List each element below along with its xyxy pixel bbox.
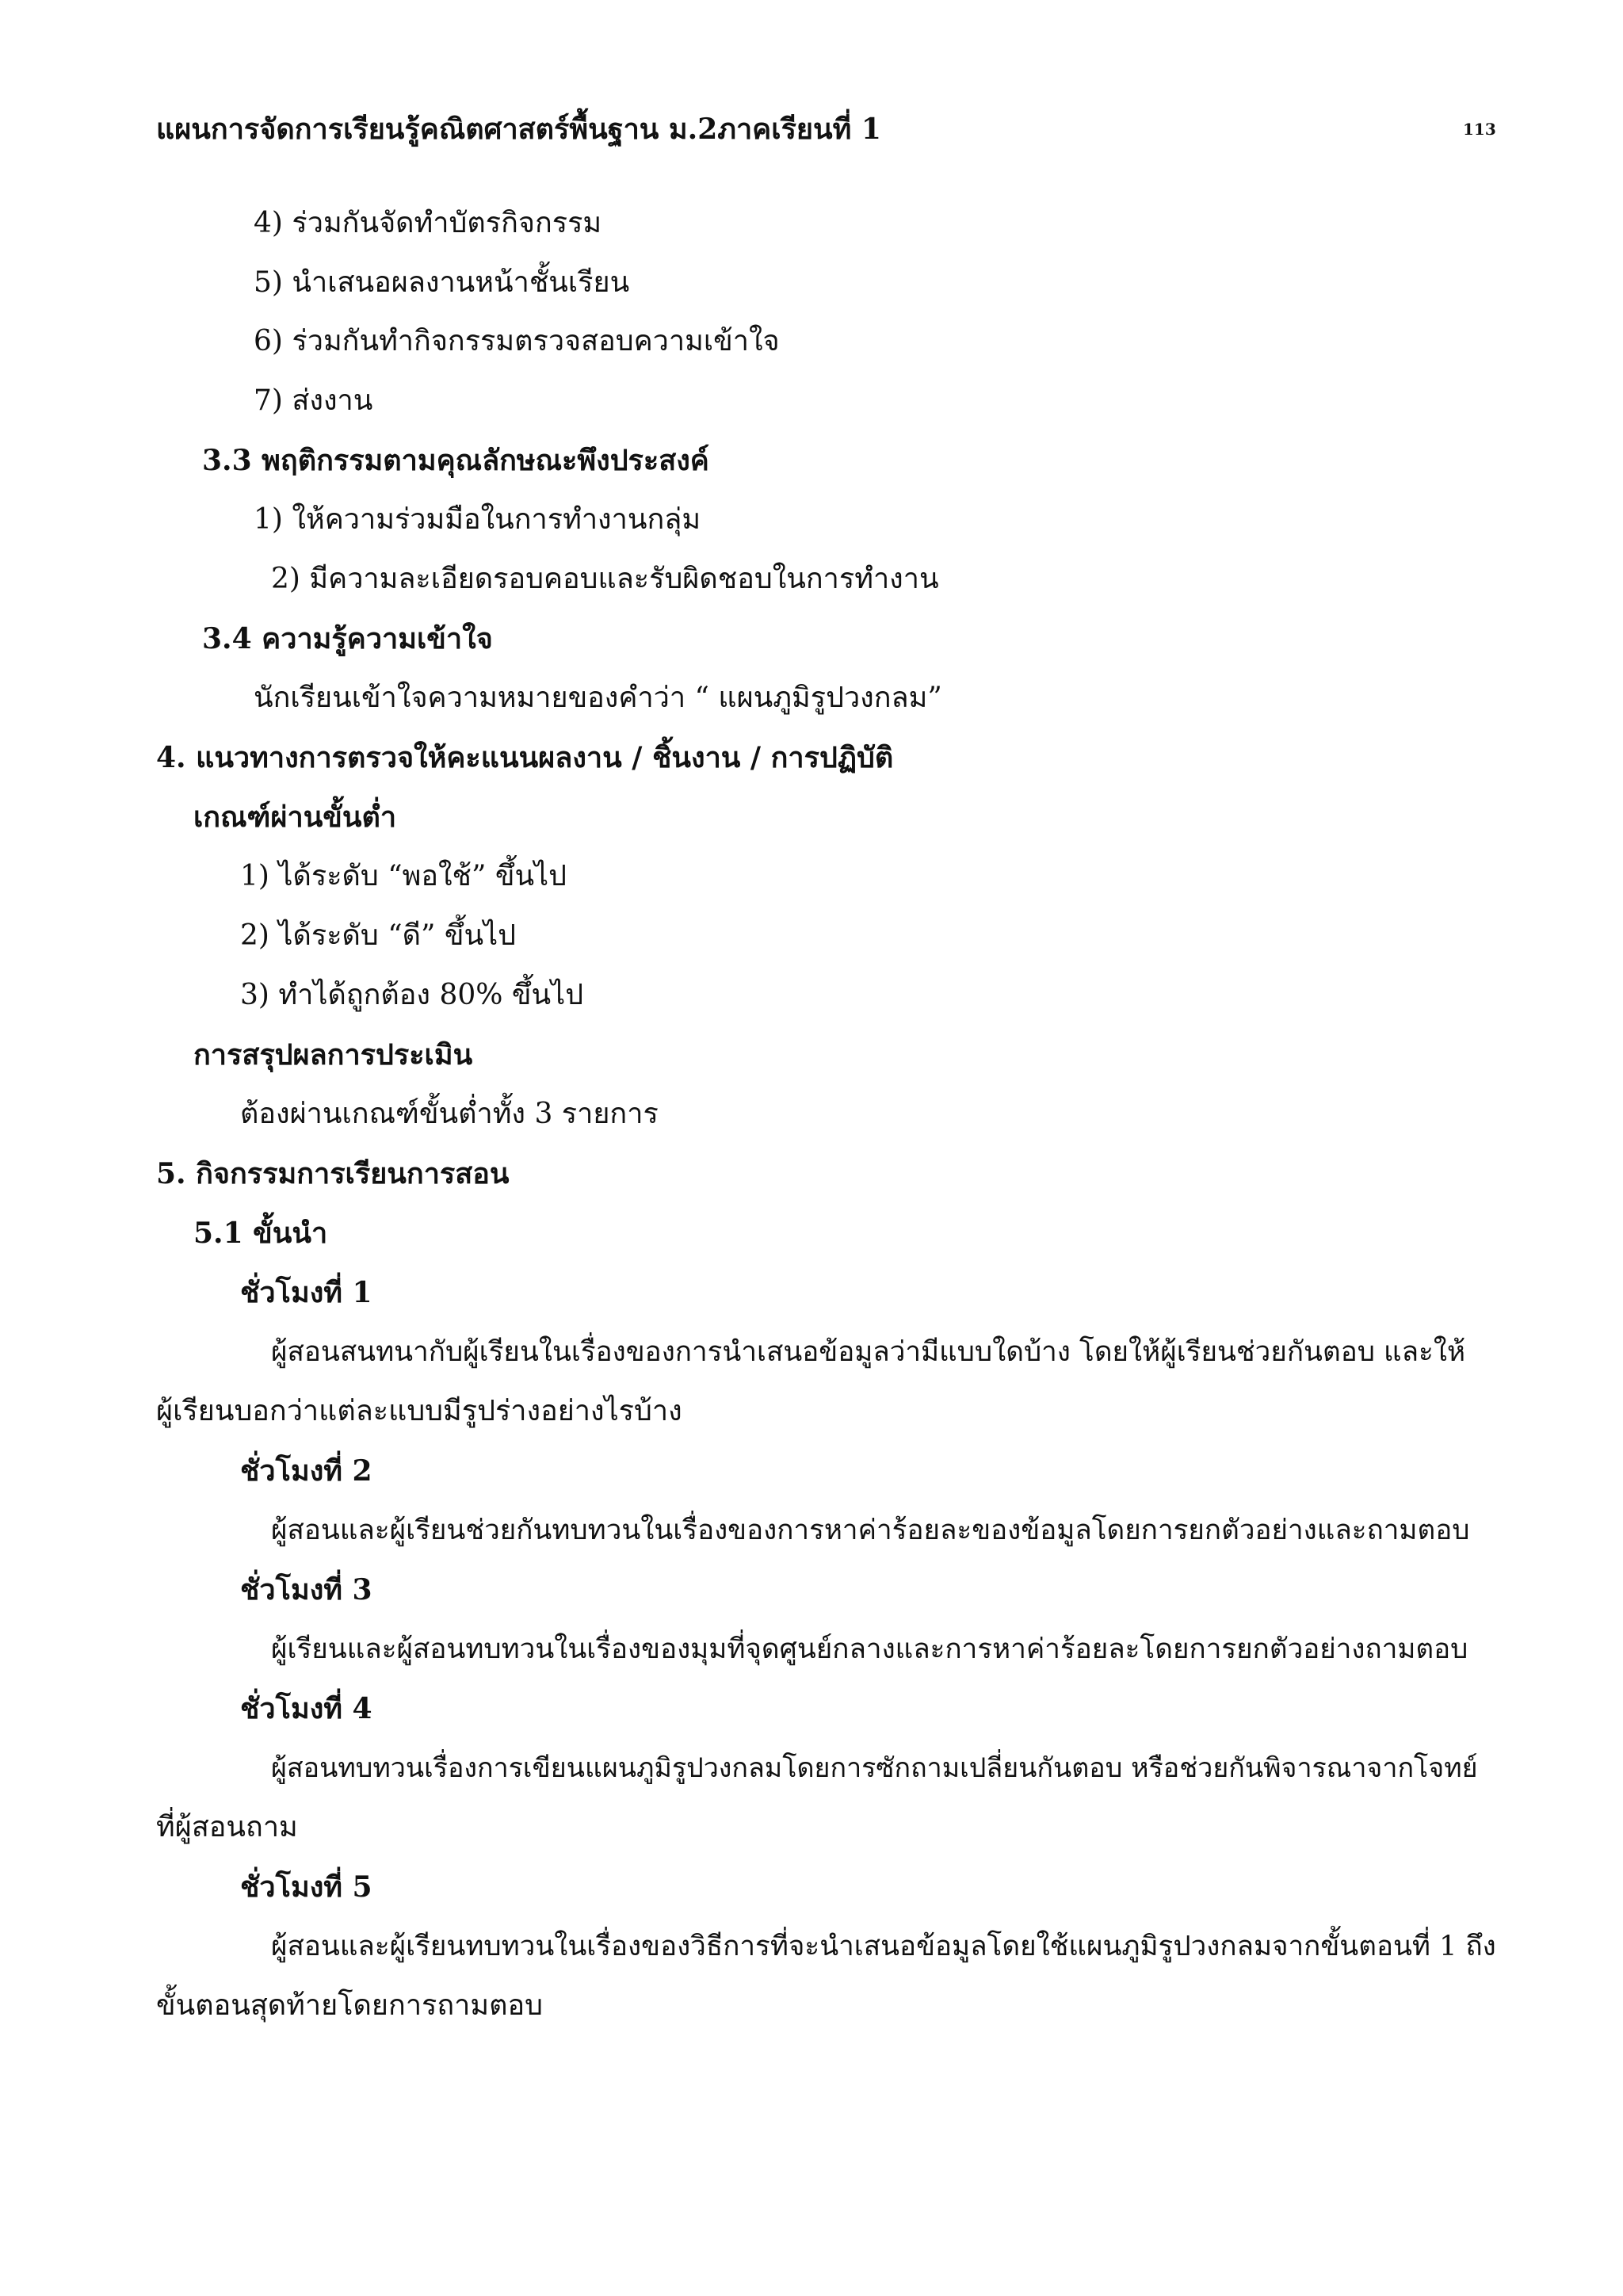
page-header-title: แผนการจัดการเรียนรู้คณิตศาสตร์พื้นฐาน ม.2ภาคเรียนที่ 1: [156, 113, 881, 146]
hour-label: ชั่วโมงที่ 1: [240, 1276, 372, 1309]
hour-label: ชั่วโมงที่ 4: [240, 1692, 372, 1725]
criteria-heading: เกณฑ์ผ่านขั้นต่ำ: [193, 800, 397, 834]
criteria-item: 2) ได้ระดับ “ดี” ขึ้นไป: [240, 919, 517, 952]
page-number: 113: [1463, 120, 1496, 139]
hour-text: ผู้สอนและผู้เรียนทบทวนในเรื่องของวิธีการที่จะนำเสนอข้อมูลโดยใช้แผนภูมิรูปวงกลมจากขั้นตอนที่ 1 ถึง: [271, 1931, 1496, 1962]
hour-label: ชั่วโมงที่ 5: [240, 1870, 372, 1904]
behavior-item: 1) ให้ความร่วมมือในการทำงานกลุ่ม: [254, 503, 701, 536]
summary-text: ต้องผ่านเกณฑ์ขั้นต่ำทั้ง 3 รายการ: [240, 1098, 659, 1130]
hour-text: ผู้สอนสนทนากับผู้เรียนในเรื่องของการนำเสนอข้อมูลว่ามีแบบใดบ้าง โดยให้ผู้เรียนช่วยกันตอบ และให้: [271, 1336, 1466, 1368]
hour-label: ชั่วโมงที่ 3: [240, 1573, 372, 1606]
step-item: 4) ร่วมกันจัดทำบัตรกิจกรรม: [254, 207, 602, 239]
section-3-4-text: นักเรียนเข้าใจความหมายของคำว่า “ แผนภูมิรูปวงกลม”: [254, 682, 942, 714]
criteria-item: 1) ได้ระดับ “พอใช้” ขึ้นไป: [240, 860, 567, 892]
hour-text: ขั้นตอนสุดท้ายโดยการถามตอบ: [156, 1989, 543, 2022]
hour-text: ผู้สอนและผู้เรียนช่วยกันทบทวนในเรื่องของการหาค่าร้อยละของข้อมูลโดยการยกตัวอย่างและถามตอบ: [271, 1515, 1470, 1546]
behavior-item: 2) มีความละเอียดรอบคอบและรับผิดชอบในการทำงาน: [271, 563, 939, 595]
section-4-heading: 4. แนวทางการตรวจให้คะแนนผลงาน / ชิ้นงาน / การปฏิบัติ: [156, 741, 894, 774]
hour-text: ผู้เรียนบอกว่าแต่ละแบบมีรูปร่างอย่างไรบ้าง: [156, 1395, 682, 1427]
step-item: 7) ส่งงาน: [254, 384, 373, 417]
section-5-heading: 5. กิจกรรมการเรียนการสอน: [156, 1157, 510, 1190]
step-item: 5) นำเสนอผลงานหน้าชั้นเรียน: [254, 266, 630, 299]
step-item: 6) ร่วมกันทำกิจกรรมตรวจสอบความเข้าใจ: [254, 325, 780, 357]
criteria-item: 3) ทำได้ถูกต้อง 80% ขึ้นไป: [240, 979, 584, 1011]
section-3-3-heading: 3.3 พฤติกรรมตามคุณลักษณะพึงประสงค์: [202, 444, 709, 477]
hour-text: ที่ผู้สอนถาม: [156, 1811, 298, 1843]
hour-text: ผู้สอนทบทวนเรื่องการเขียนแผนภูมิรูปวงกลมโดยการซักถามเปลี่ยนกันตอบ หรือช่วยกันพิจารณาจากโจทย์: [271, 1752, 1478, 1784]
hour-label: ชั่วโมงที่ 2: [240, 1454, 372, 1488]
hour-text: ผู้เรียนและผู้สอนทบทวนในเรื่องของมุมที่จุดศูนย์กลางและการหาค่าร้อยละโดยการยกตัวอย่างถามตอบ: [271, 1633, 1468, 1665]
section-3-4-heading: 3.4 ความรู้ความเข้าใจ: [202, 622, 493, 655]
section-5-1-heading: 5.1 ขั้นนำ: [193, 1217, 328, 1250]
summary-heading: การสรุปผลการประเมิน: [193, 1038, 473, 1072]
